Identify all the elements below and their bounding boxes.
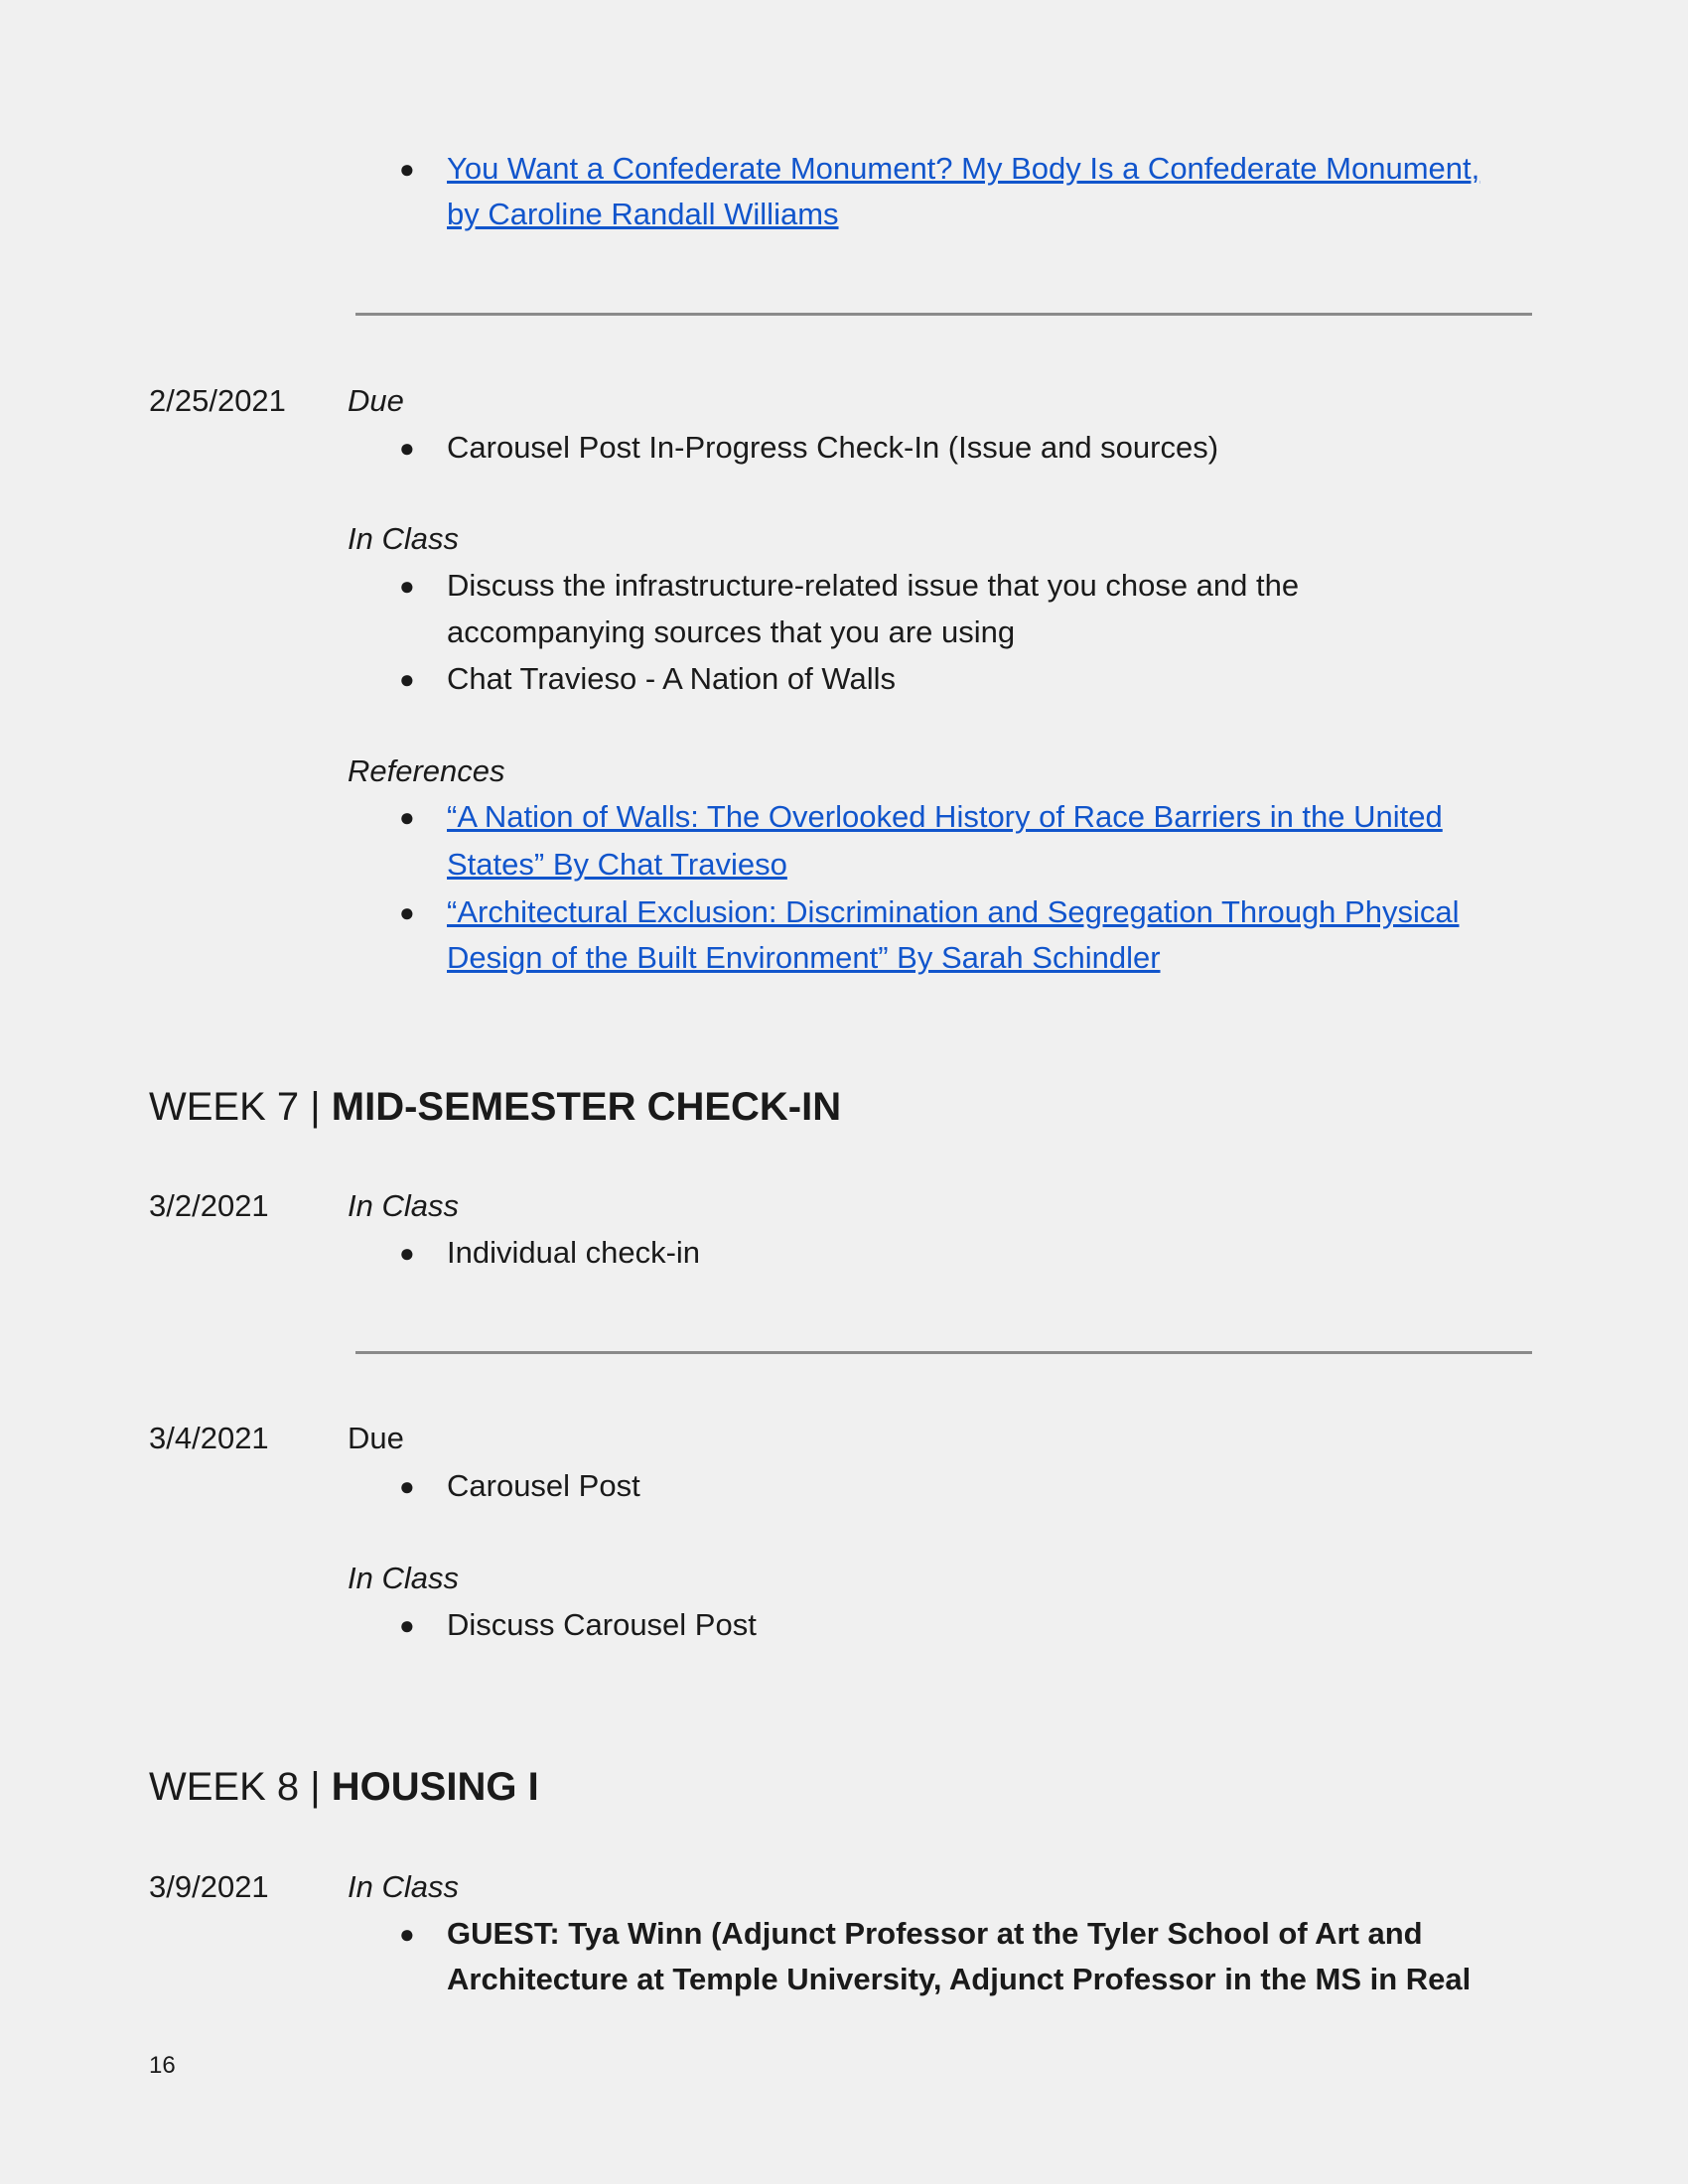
bullet: ●: [399, 897, 415, 927]
bullet: ●: [399, 433, 415, 463]
entry-date: 3/9/2021: [149, 1869, 269, 1904]
entry-date: 3/4/2021: [149, 1421, 269, 1455]
in-class-item: GUEST: Tya Winn (Adjunct Professor at the Tyler School of Art and: [447, 1916, 1423, 1951]
due-label: Due: [348, 1421, 404, 1455]
week-heading: [149, 1079, 841, 1135]
week-heading: [149, 1759, 539, 1815]
reference-link-architectural-exclusion-cont[interactable]: Design of the Built Environment” By Sarah Schindler: [447, 940, 1161, 975]
bullet: ●: [399, 802, 415, 832]
in-class-label: In Class: [348, 1561, 459, 1595]
references-label: References: [348, 753, 505, 788]
in-class-label: In Class: [348, 521, 459, 556]
entry-date: 2/25/2021: [149, 383, 286, 418]
reference-link-nation-of-walls[interactable]: “A Nation of Walls: The Overlooked History of Race Barriers in the United: [447, 799, 1443, 834]
week-title: HOUSING I: [331, 1765, 539, 1809]
reference-link-confederate-monument-cont[interactable]: by Caroline Randall Williams: [447, 197, 839, 231]
in-class-label: In Class: [348, 1188, 459, 1223]
in-class-item: Discuss Carousel Post: [447, 1607, 757, 1642]
due-label: Due: [348, 383, 404, 418]
due-item: Carousel Post: [447, 1468, 640, 1503]
bullet: ●: [399, 1610, 415, 1640]
reference-link-nation-of-walls-cont[interactable]: States” By Chat Travieso: [447, 847, 787, 882]
bullet: ●: [399, 1919, 415, 1949]
bullet: ●: [399, 571, 415, 601]
reference-link-architectural-exclusion[interactable]: “Architectural Exclusion: Discrimination and Segregation Through Physical: [447, 894, 1460, 929]
divider: [355, 313, 1532, 316]
in-class-item: Discuss the infrastructure-related issue that you chose and the: [447, 568, 1300, 603]
in-class-item-cont: Architecture at Temple University, Adjunct Professor in the MS in Real: [447, 1962, 1472, 1996]
week-number: WEEK 7 |: [149, 1085, 332, 1129]
divider: [355, 1351, 1532, 1354]
in-class-item: Chat Travieso - A Nation of Walls: [447, 661, 896, 696]
in-class-label: In Class: [348, 1869, 459, 1904]
due-item: Carousel Post In-Progress Check-In (Issue and sources): [447, 430, 1219, 465]
week-title: MID-SEMESTER CHECK-IN: [331, 1085, 842, 1129]
bullet: ●: [399, 1471, 415, 1501]
week-number: WEEK 8 |: [149, 1765, 332, 1809]
page-number: 16: [149, 2052, 176, 2079]
bullet: ●: [399, 154, 415, 184]
bullet: ●: [399, 1238, 415, 1268]
bullet: ●: [399, 664, 415, 694]
in-class-item-cont: accompanying sources that you are using: [447, 614, 1016, 649]
reference-link-confederate-monument[interactable]: You Want a Confederate Monument? My Body Is a Confederate Monument,: [447, 151, 1480, 186]
in-class-item: Individual check-in: [447, 1235, 701, 1270]
entry-date: 3/2/2021: [149, 1188, 269, 1223]
